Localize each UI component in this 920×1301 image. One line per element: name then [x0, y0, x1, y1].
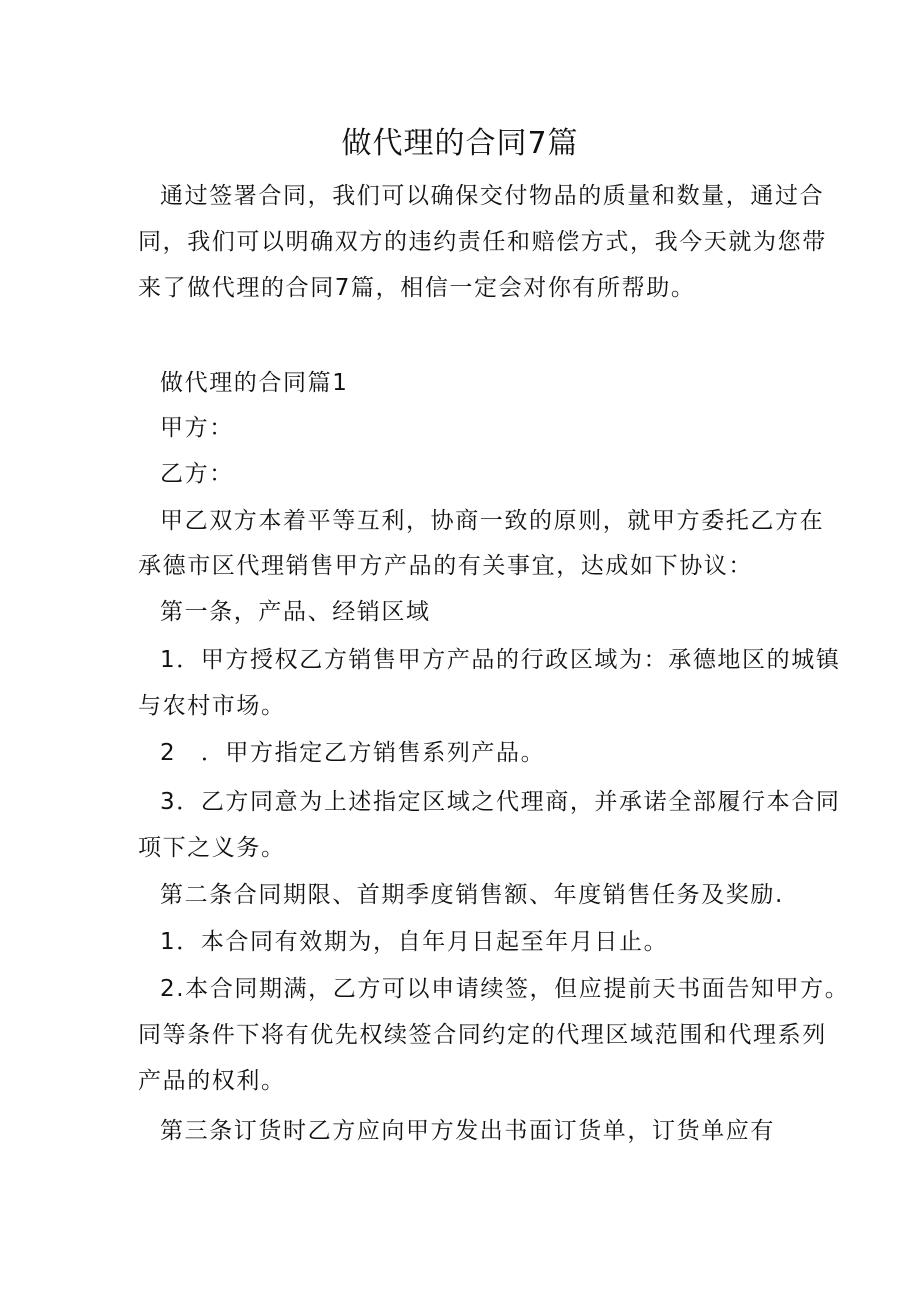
party-a-label: 甲方：: [160, 415, 234, 441]
article1-item3-line-2: 项下之义务。: [138, 835, 286, 861]
article2-item2-line-2: 同等条件下将有优先权续签合同约定的代理区域范围和代理系列: [138, 1022, 827, 1048]
article1-item3-line-1: 3．乙方同意为上述指定区域之代理商，并承诺全部履行本合同: [160, 789, 841, 815]
preamble-line-2: 承德市区代理销售甲方产品的有关事宜，达成如下协议：: [138, 553, 753, 579]
intro-line-3: 来了做代理的合同7篇，相信一定会对你有所帮助。: [138, 275, 696, 301]
article2-item2-line-1: 2.本合同期满，乙方可以申请续签，但应提前天书面告知甲方。: [160, 976, 850, 1002]
preamble-line-1: 甲乙双方本着平等互利，协商一致的原则，就甲方委托乙方在: [160, 508, 825, 534]
document-title: 做代理的合同7篇: [341, 126, 579, 161]
article2-item1: 1．本合同有效期为，自年月日起至年月日止。: [160, 929, 669, 955]
article2-item2-line-3: 产品的权利。: [138, 1068, 286, 1094]
intro-line-2: 同，我们可以明确双方的违约责任和赔偿方式，我今天就为您带: [138, 229, 827, 255]
article1-item2: 2 ．甲方指定乙方销售系列产品。: [160, 740, 546, 766]
article3-line: 第三条订货时乙方应向甲方发出书面订货单，订货单应有: [160, 1118, 775, 1144]
section-heading: 做代理的合同篇1: [160, 370, 349, 396]
article2-title: 第二条合同期限、首期季度销售额、年度销售任务及奖励.: [160, 882, 784, 908]
party-b-label: 乙方：: [160, 461, 234, 487]
article1-title: 第一条，产品、经销区域: [160, 599, 431, 625]
article1-item1-line-2: 与农村市场。: [138, 693, 286, 719]
article1-item1-line-1: 1．甲方授权乙方销售甲方产品的行政区域为：承德地区的城镇: [160, 647, 841, 673]
intro-line-1: 通过签署合同，我们可以确保交付物品的质量和数量，通过合: [160, 183, 825, 209]
